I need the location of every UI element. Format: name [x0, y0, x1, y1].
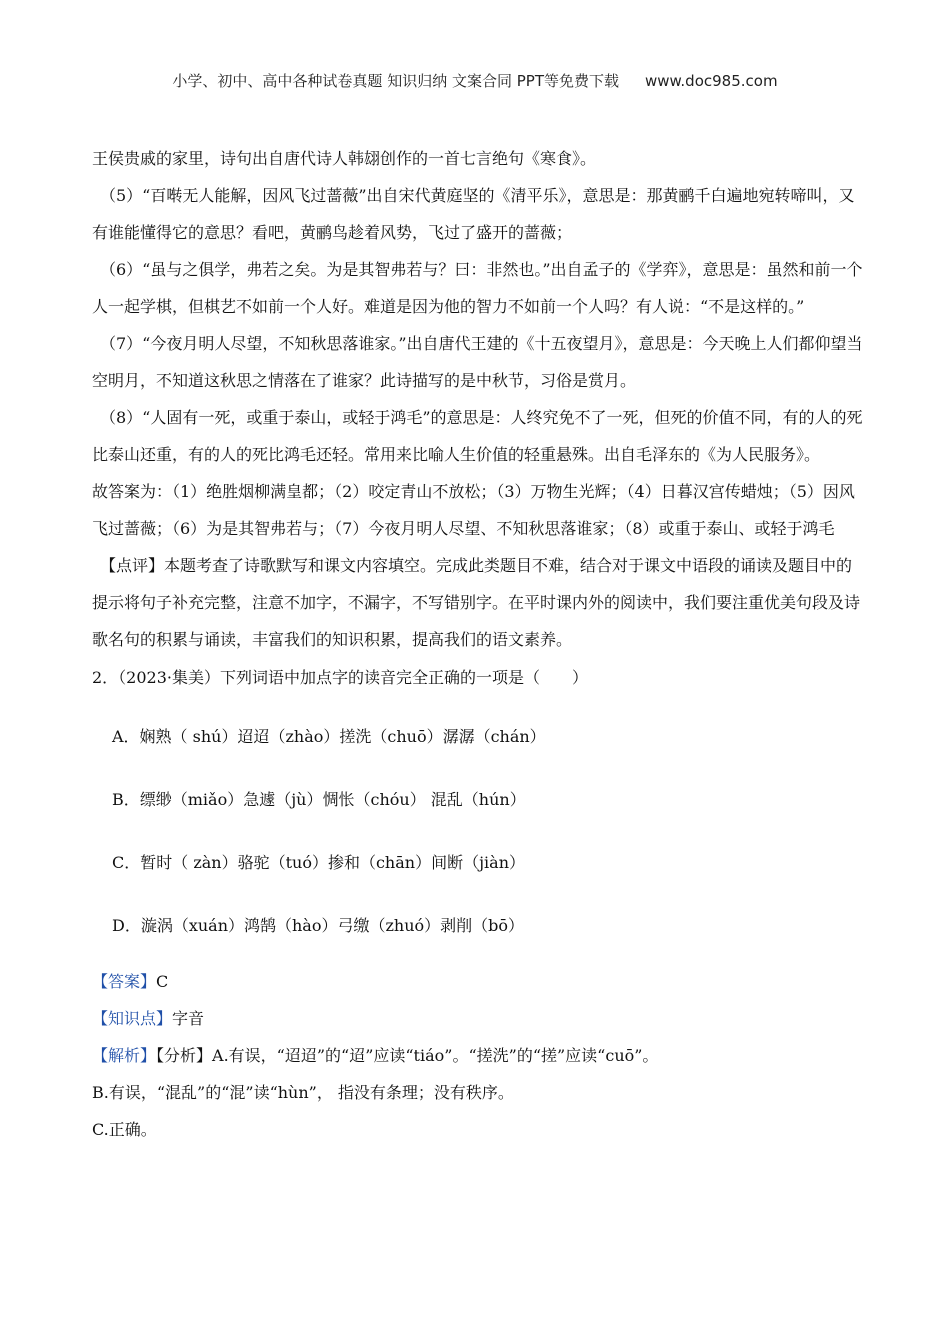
answer-summary: 故答案为：（1）绝胜烟柳满皇都；（2）咬定青山不放松；（3）万物生光辉；（4）日暮汉宫传蜡烛；（5）因风飞过蔷薇；（6）为是其智弗若与；（7）今夜月明人尽望、不知秋思落谁家；（8）或重于泰山、或轻于鸿毛 [92, 482, 855, 538]
analysis-item-8: （8）“人固有一死，或重于泰山，或轻于鸿毛”的意思是：人终究免不了一死，但死的价值不同，有的人的死比泰山还重，有的人的死比鸿毛还轻。常用来比喻人生价值的轻重悬殊。出自毛泽东的《为人民服务》。 [92, 408, 863, 464]
analysis-line-0: 王侯贵戚的家里，诗句出自唐代诗人韩翃创作的一首七言绝句《寒食》。 [92, 149, 597, 168]
option-b: B．缥缈（miǎo）急遽（jù）惆怅（chóu） 混乱（hún） [112, 790, 526, 809]
option-c: C．暂时（ zàn）骆驼（tuó）掺和（chān）间断（jiàn） [112, 853, 526, 872]
comment-label: 【点评】 [100, 556, 165, 575]
explain-line-c: C.正确。 [92, 1120, 157, 1139]
comment-paragraph [92, 547, 866, 658]
answer-value: C [156, 972, 169, 991]
knowledge-value: 字音 [172, 1009, 205, 1028]
explain-line-b: B.有误，“混乱”的“混”读“hùn”， 指没有条理；没有秩序。 [92, 1083, 514, 1102]
page-header [0, 70, 950, 91]
explain-label: 【解析】 [92, 1046, 157, 1065]
answer-line [92, 963, 866, 1000]
explain-text: 【分析】A.有误，“迢迢”的“迢”应读“tiáo”。“搓洗”的“搓”应读“cuō”。 [156, 1046, 659, 1065]
knowledge-line [92, 1000, 866, 1037]
option-d: D．漩涡（xuán）鸿鹄（hào）弓缴（zhuó）剥削（bō） [112, 916, 525, 935]
question-2-stem: 2．（2023·集美）下列词语中加点字的读音完全正确的一项是（ ） [92, 668, 588, 687]
explain-line [92, 1037, 866, 1074]
header-text: 小学、初中、高中各种试卷真题 知识归纳 文案合同 PPT等免费下载 [172, 72, 619, 90]
analysis-item-5: （5）“百啭无人能解，因风飞过蔷薇”出自宋代黄庭坚的《清平乐》，意思是：那黄鹂千白遍地宛转啼叫，又有谁能懂得它的意思？看吧，黄鹂鸟趁着风势，飞过了盛开的蔷薇； [92, 186, 855, 242]
document-body [92, 140, 866, 1148]
analysis-item-7: （7）“今夜月明人尽望，不知秋思落谁家。”出自唐代王建的《十五夜望月》，意思是：今天晚上人们都仰望当空明月，不知道这秋思之情落在了谁家？此诗描写的是中秋节，习俗是赏月。 [92, 334, 863, 390]
knowledge-label: 【知识点】 [92, 1009, 173, 1028]
question-2-options [92, 705, 866, 957]
answer-label: 【答案】 [92, 972, 157, 991]
analysis-item-6: （6）“虽与之俱学，弗若之矣。为是其智弗若与？曰：非然也。”出自孟子的《学弈》，意思是：虽然和前一个人一起学棋，但棋艺不如前一个人好。难道是因为他的智力不如前一个人吗？有人说：“不是这样的。” [92, 260, 863, 316]
header-url[interactable]: www.doc985.com [644, 72, 778, 90]
comment-text: 本题考查了诗歌默写和课文内容填空。完成此类题目不难，结合对于课文中语段的诵读及题目中的提示将句子补充完整，注意不加字，不漏字，不写错别字。在平时课内外的阅读中，我们要注重优美句段及诗歌名句的积累与诵读，丰富我们的知识积累，提高我们的语文素养。 [92, 556, 861, 649]
option-a: A．娴熟（ shú）迢迢（zhào）搓洗（chuō）潺潺（chán） [112, 727, 546, 746]
